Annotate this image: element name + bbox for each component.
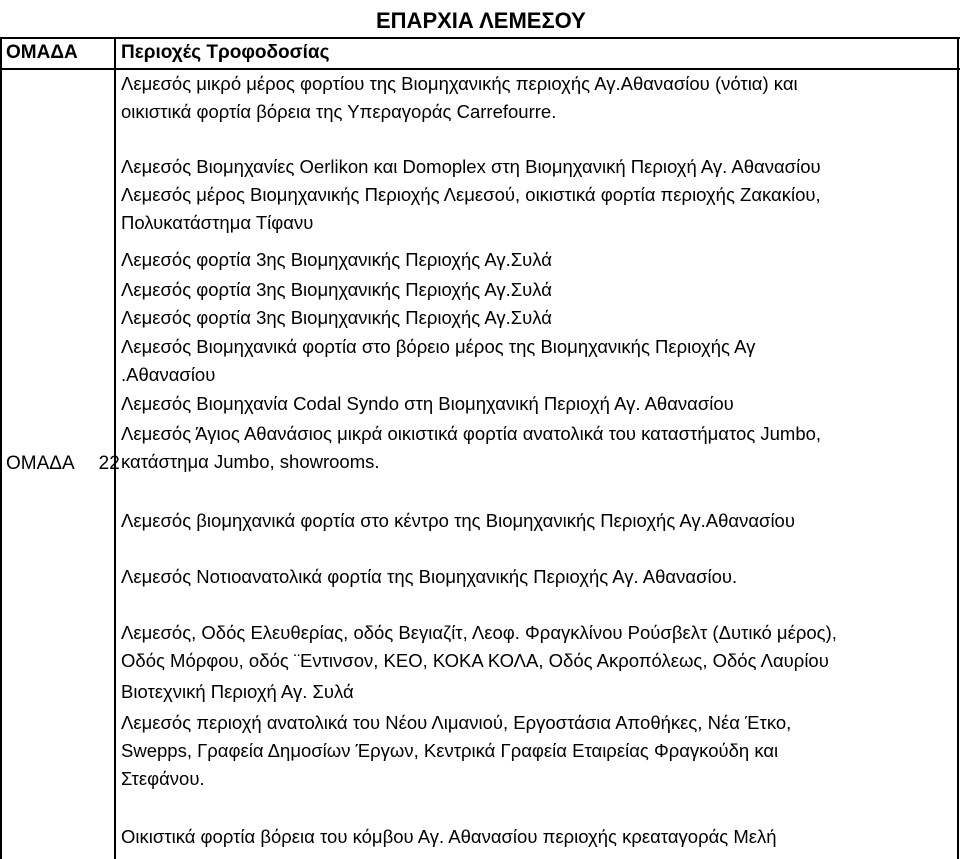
row-line: Στεφάνου. xyxy=(121,768,205,789)
table-row xyxy=(121,709,953,793)
row-line: Λεμεσός περιοχή ανατολικά του Νέου Λιμανιού, Εργοστάσια Αποθήκες, Νέα Έτκο, xyxy=(121,712,792,733)
group-cell xyxy=(6,452,120,476)
left-border xyxy=(0,37,2,859)
row-line: Λεμεσός φορτία 3ης Βιομηχανικής Περιοχής Αγ.Συλά xyxy=(121,307,552,328)
group-number: 22 xyxy=(98,453,120,474)
table-row xyxy=(121,619,953,675)
table-row xyxy=(121,678,953,706)
table-row xyxy=(121,333,953,389)
table-row xyxy=(121,181,953,237)
table-row xyxy=(121,153,953,181)
table-row xyxy=(121,420,953,476)
row-line: Βιοτεχνική Περιοχή Αγ. Συλά xyxy=(121,681,354,702)
column-divider xyxy=(114,37,116,859)
header-areas: Περιοχές Τροφοδοσίας xyxy=(121,42,330,63)
row-line: Λεμεσός, Οδός Ελευθερίας, οδός Βεγιαζίτ, Λεοφ. Φραγκλίνου Ρούσβελτ (Δυτικό μέρος), xyxy=(121,622,837,643)
row-line: Πολυκατάστημα Τίφανυ xyxy=(121,212,314,233)
row-line: Οικιστικά φορτία βόρεια του κόμβου Αγ. Αθανασίου περιοχής κρεαταγοράς Μελή xyxy=(121,826,777,847)
table-row xyxy=(121,304,953,332)
right-border xyxy=(957,37,959,859)
table-row xyxy=(121,70,953,126)
row-line: κατάστημα Jumbo, showrooms. xyxy=(121,451,380,472)
row-line: Λεμεσός Νοτιοανατολικά φορτία της Βιομηχανικής Περιοχής Αγ. Αθανασίου. xyxy=(121,566,738,587)
table-row xyxy=(121,823,953,851)
page-title: ΕΠΑΡΧΙΑ ΛΕΜΕΣΟΥ xyxy=(376,8,586,33)
row-line: Λεμεσός φορτία 3ης Βιομηχανικής Περιοχής Αγ.Συλά xyxy=(121,249,552,270)
row-line: Swepps, Γραφεία Δημοσίων Έργων, Κεντρικά Γραφεία Εταιρείας Φραγκούδη και xyxy=(121,740,779,761)
row-line: Λεμεσός φορτία 3ης Βιομηχανικής Περιοχής Αγ.Συλά xyxy=(121,279,552,300)
row-line: Λεμεσός Βιομηχανικά φορτία στο βόρειο μέρος της Βιομηχανικής Περιοχής Αγ xyxy=(121,336,756,357)
row-line: .Αθανασίου xyxy=(121,364,216,385)
table-row xyxy=(121,507,953,535)
header-top-border xyxy=(0,37,960,39)
row-line: Λεμεσός Βιομηχανία Codal Syndo στη Βιομηχανική Περιοχή Αγ. Αθανασίου xyxy=(121,393,734,414)
row-line: Λεμεσός Βιομηχανίες Oerlikon και Domoplex στη Βιομηχανική Περιοχή Αγ. Αθανασίου xyxy=(121,156,821,177)
table-row xyxy=(121,390,953,418)
header-group: ΟΜΑΔΑ xyxy=(6,42,78,63)
table-row xyxy=(121,563,953,591)
table-row xyxy=(121,246,953,274)
row-line: Λεμεσός μικρό μέρος φορτίου της Βιομηχανικής περιοχής Αγ.Αθανασίου (νότια) και xyxy=(121,73,798,94)
group-label: ΟΜΑΔΑ xyxy=(6,453,75,474)
row-line: Λεμεσός Άγιος Αθανάσιος μικρά οικιστικά φορτία ανατολικά του καταστήματος Jumbo, xyxy=(121,423,822,444)
table-row xyxy=(121,276,953,304)
row-line: Οδός Μόρφου, οδός ¨Εντινσον, ΚΕΟ, ΚΟΚΑ ΚΟΛΑ, Οδός Ακροπόλεως, Οδός Λαυρίου xyxy=(121,650,829,671)
row-line: Λεμεσός βιομηχανικά φορτία στο κέντρο της Βιομηχανικής Περιοχής Αγ.Αθανασίου xyxy=(121,510,795,531)
row-line: Λεμεσός μέρος Βιομηχανικής Περιοχής Λεμεσού, οικιστικά φορτία περιοχής Ζακακίου, xyxy=(121,184,821,205)
row-line: οικιστικά φορτία βόρεια της Υπεραγοράς Carrefourre. xyxy=(121,101,557,122)
